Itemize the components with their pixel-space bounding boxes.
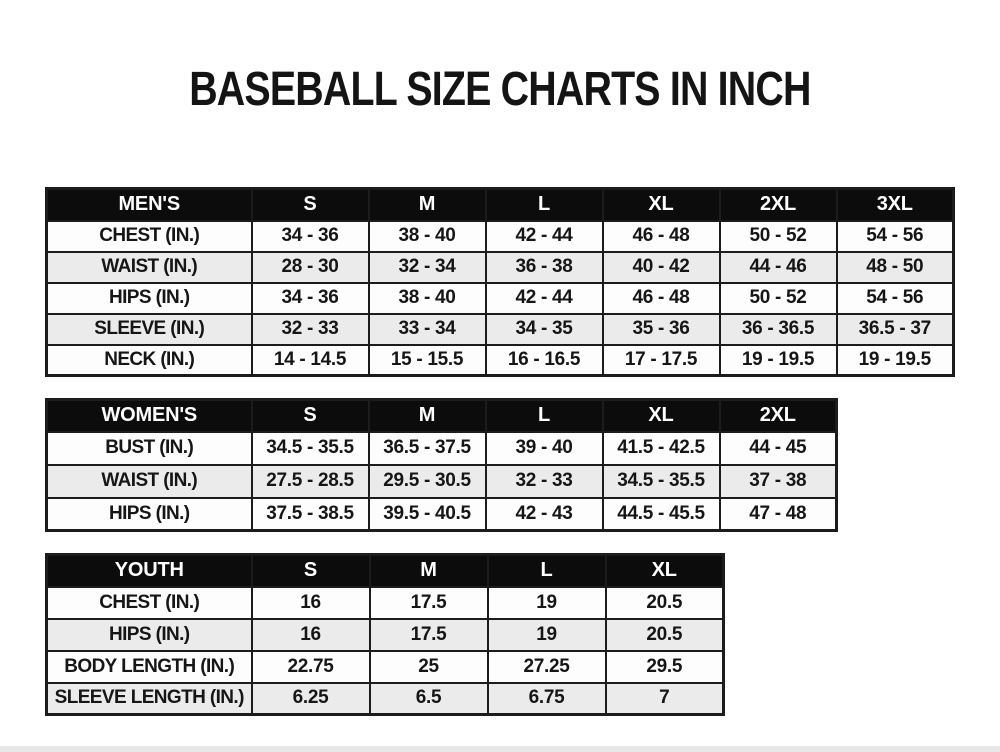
mens-data-row <box>47 345 954 376</box>
youth-header-size-s: S <box>252 555 370 587</box>
mens-row-label: WAIST (IN.) <box>47 252 252 283</box>
mens-value-cell: 42 - 44 <box>486 221 603 252</box>
mens-value-cell: 46 - 48 <box>603 283 720 314</box>
mens-row-label: NECK (IN.) <box>47 345 252 376</box>
mens-value-cell: 32 - 34 <box>369 252 486 283</box>
youth-header-size-m: M <box>370 555 488 587</box>
youth-value-cell: 6.75 <box>488 683 606 715</box>
womens-value-cell: 41.5 - 42.5 <box>603 432 720 465</box>
mens-header-size-s: S <box>252 189 369 221</box>
mens-row-label: SLEEVE (IN.) <box>47 314 252 345</box>
mens-value-cell: 50 - 52 <box>720 221 837 252</box>
womens-value-cell: 39.5 - 40.5 <box>369 498 486 531</box>
womens-value-cell: 34.5 - 35.5 <box>252 432 369 465</box>
mens-value-cell: 54 - 56 <box>837 221 954 252</box>
womens-header-title: WOMEN'S <box>47 400 252 432</box>
mens-value-cell: 33 - 34 <box>369 314 486 345</box>
mens-size-table <box>45 187 955 377</box>
youth-row-label: BODY LENGTH (IN.) <box>47 651 252 683</box>
womens-value-cell: 34.5 - 35.5 <box>603 465 720 498</box>
youth-value-cell: 16 <box>252 619 370 651</box>
womens-header-row <box>47 400 837 432</box>
mens-value-cell: 50 - 52 <box>720 283 837 314</box>
youth-value-cell: 22.75 <box>252 651 370 683</box>
womens-size-table <box>45 398 838 532</box>
mens-value-cell: 34 - 36 <box>252 221 369 252</box>
youth-row-label: CHEST (IN.) <box>47 587 252 619</box>
womens-value-cell: 36.5 - 37.5 <box>369 432 486 465</box>
mens-data-row <box>47 252 954 283</box>
youth-value-cell: 17.5 <box>370 619 488 651</box>
mens-value-cell: 28 - 30 <box>252 252 369 283</box>
womens-value-cell: 29.5 - 30.5 <box>369 465 486 498</box>
mens-value-cell: 19 - 19.5 <box>720 345 837 376</box>
youth-value-cell: 17.5 <box>370 587 488 619</box>
youth-value-cell: 27.25 <box>488 651 606 683</box>
womens-value-cell: 39 - 40 <box>486 432 603 465</box>
mens-value-cell: 46 - 48 <box>603 221 720 252</box>
mens-header-size-l: L <box>486 189 603 221</box>
mens-value-cell: 54 - 56 <box>837 283 954 314</box>
page-title-row <box>0 62 1000 117</box>
mens-header-size-3xl: 3XL <box>837 189 954 221</box>
womens-value-cell: 44 - 45 <box>720 432 837 465</box>
womens-row-label: HIPS (IN.) <box>47 498 252 531</box>
youth-value-cell: 19 <box>488 619 606 651</box>
womens-header-size-2xl: 2XL <box>720 400 837 432</box>
mens-value-cell: 36 - 36.5 <box>720 314 837 345</box>
youth-row-label: HIPS (IN.) <box>47 619 252 651</box>
mens-value-cell: 15 - 15.5 <box>369 345 486 376</box>
youth-header-row <box>47 555 724 587</box>
womens-value-cell: 27.5 - 28.5 <box>252 465 369 498</box>
mens-header-size-m: M <box>369 189 486 221</box>
youth-data-row <box>47 619 724 651</box>
mens-value-cell: 34 - 36 <box>252 283 369 314</box>
youth-value-cell: 20.5 <box>606 619 724 651</box>
youth-row-label: SLEEVE LENGTH (IN.) <box>47 683 252 715</box>
womens-value-cell: 37.5 - 38.5 <box>252 498 369 531</box>
mens-value-cell: 44 - 46 <box>720 252 837 283</box>
womens-value-cell: 47 - 48 <box>720 498 837 531</box>
mens-value-cell: 36.5 - 37 <box>837 314 954 345</box>
youth-value-cell: 29.5 <box>606 651 724 683</box>
mens-value-cell: 16 - 16.5 <box>486 345 603 376</box>
womens-row-label: WAIST (IN.) <box>47 465 252 498</box>
womens-header-size-xl: XL <box>603 400 720 432</box>
youth-value-cell: 20.5 <box>606 587 724 619</box>
youth-header-size-l: L <box>488 555 606 587</box>
womens-data-row <box>47 498 837 531</box>
mens-value-cell: 38 - 40 <box>369 283 486 314</box>
mens-value-cell: 32 - 33 <box>252 314 369 345</box>
mens-value-cell: 14 - 14.5 <box>252 345 369 376</box>
youth-value-cell: 7 <box>606 683 724 715</box>
mens-value-cell: 40 - 42 <box>603 252 720 283</box>
mens-value-cell: 35 - 36 <box>603 314 720 345</box>
womens-header-size-l: L <box>486 400 603 432</box>
mens-row-label: CHEST (IN.) <box>47 221 252 252</box>
womens-value-cell: 32 - 33 <box>486 465 603 498</box>
womens-data-row <box>47 465 837 498</box>
mens-value-cell: 48 - 50 <box>837 252 954 283</box>
youth-header-size-xl: XL <box>606 555 724 587</box>
mens-value-cell: 34 - 35 <box>486 314 603 345</box>
mens-value-cell: 19 - 19.5 <box>837 345 954 376</box>
youth-value-cell: 25 <box>370 651 488 683</box>
womens-value-cell: 37 - 38 <box>720 465 837 498</box>
mens-value-cell: 38 - 40 <box>369 221 486 252</box>
mens-header-row <box>47 189 954 221</box>
womens-header-size-m: M <box>369 400 486 432</box>
bottom-edge-band <box>0 746 1000 752</box>
youth-value-cell: 16 <box>252 587 370 619</box>
youth-header-title: YOUTH <box>47 555 252 587</box>
youth-value-cell: 6.5 <box>370 683 488 715</box>
womens-row-label: BUST (IN.) <box>47 432 252 465</box>
youth-value-cell: 6.25 <box>252 683 370 715</box>
youth-value-cell: 19 <box>488 587 606 619</box>
mens-data-row <box>47 283 954 314</box>
page-title: BASEBALL SIZE CHARTS IN INCH <box>189 63 811 116</box>
womens-data-row <box>47 432 837 465</box>
youth-data-row <box>47 683 724 715</box>
mens-header-size-xl: XL <box>603 189 720 221</box>
mens-header-title: MEN'S <box>47 189 252 221</box>
youth-data-row <box>47 587 724 619</box>
mens-row-label: HIPS (IN.) <box>47 283 252 314</box>
mens-data-row <box>47 221 954 252</box>
youth-data-row <box>47 651 724 683</box>
womens-value-cell: 44.5 - 45.5 <box>603 498 720 531</box>
mens-value-cell: 42 - 44 <box>486 283 603 314</box>
mens-value-cell: 36 - 38 <box>486 252 603 283</box>
womens-value-cell: 42 - 43 <box>486 498 603 531</box>
mens-data-row <box>47 314 954 345</box>
womens-header-size-s: S <box>252 400 369 432</box>
youth-size-table <box>45 553 725 716</box>
mens-header-size-2xl: 2XL <box>720 189 837 221</box>
mens-value-cell: 17 - 17.5 <box>603 345 720 376</box>
